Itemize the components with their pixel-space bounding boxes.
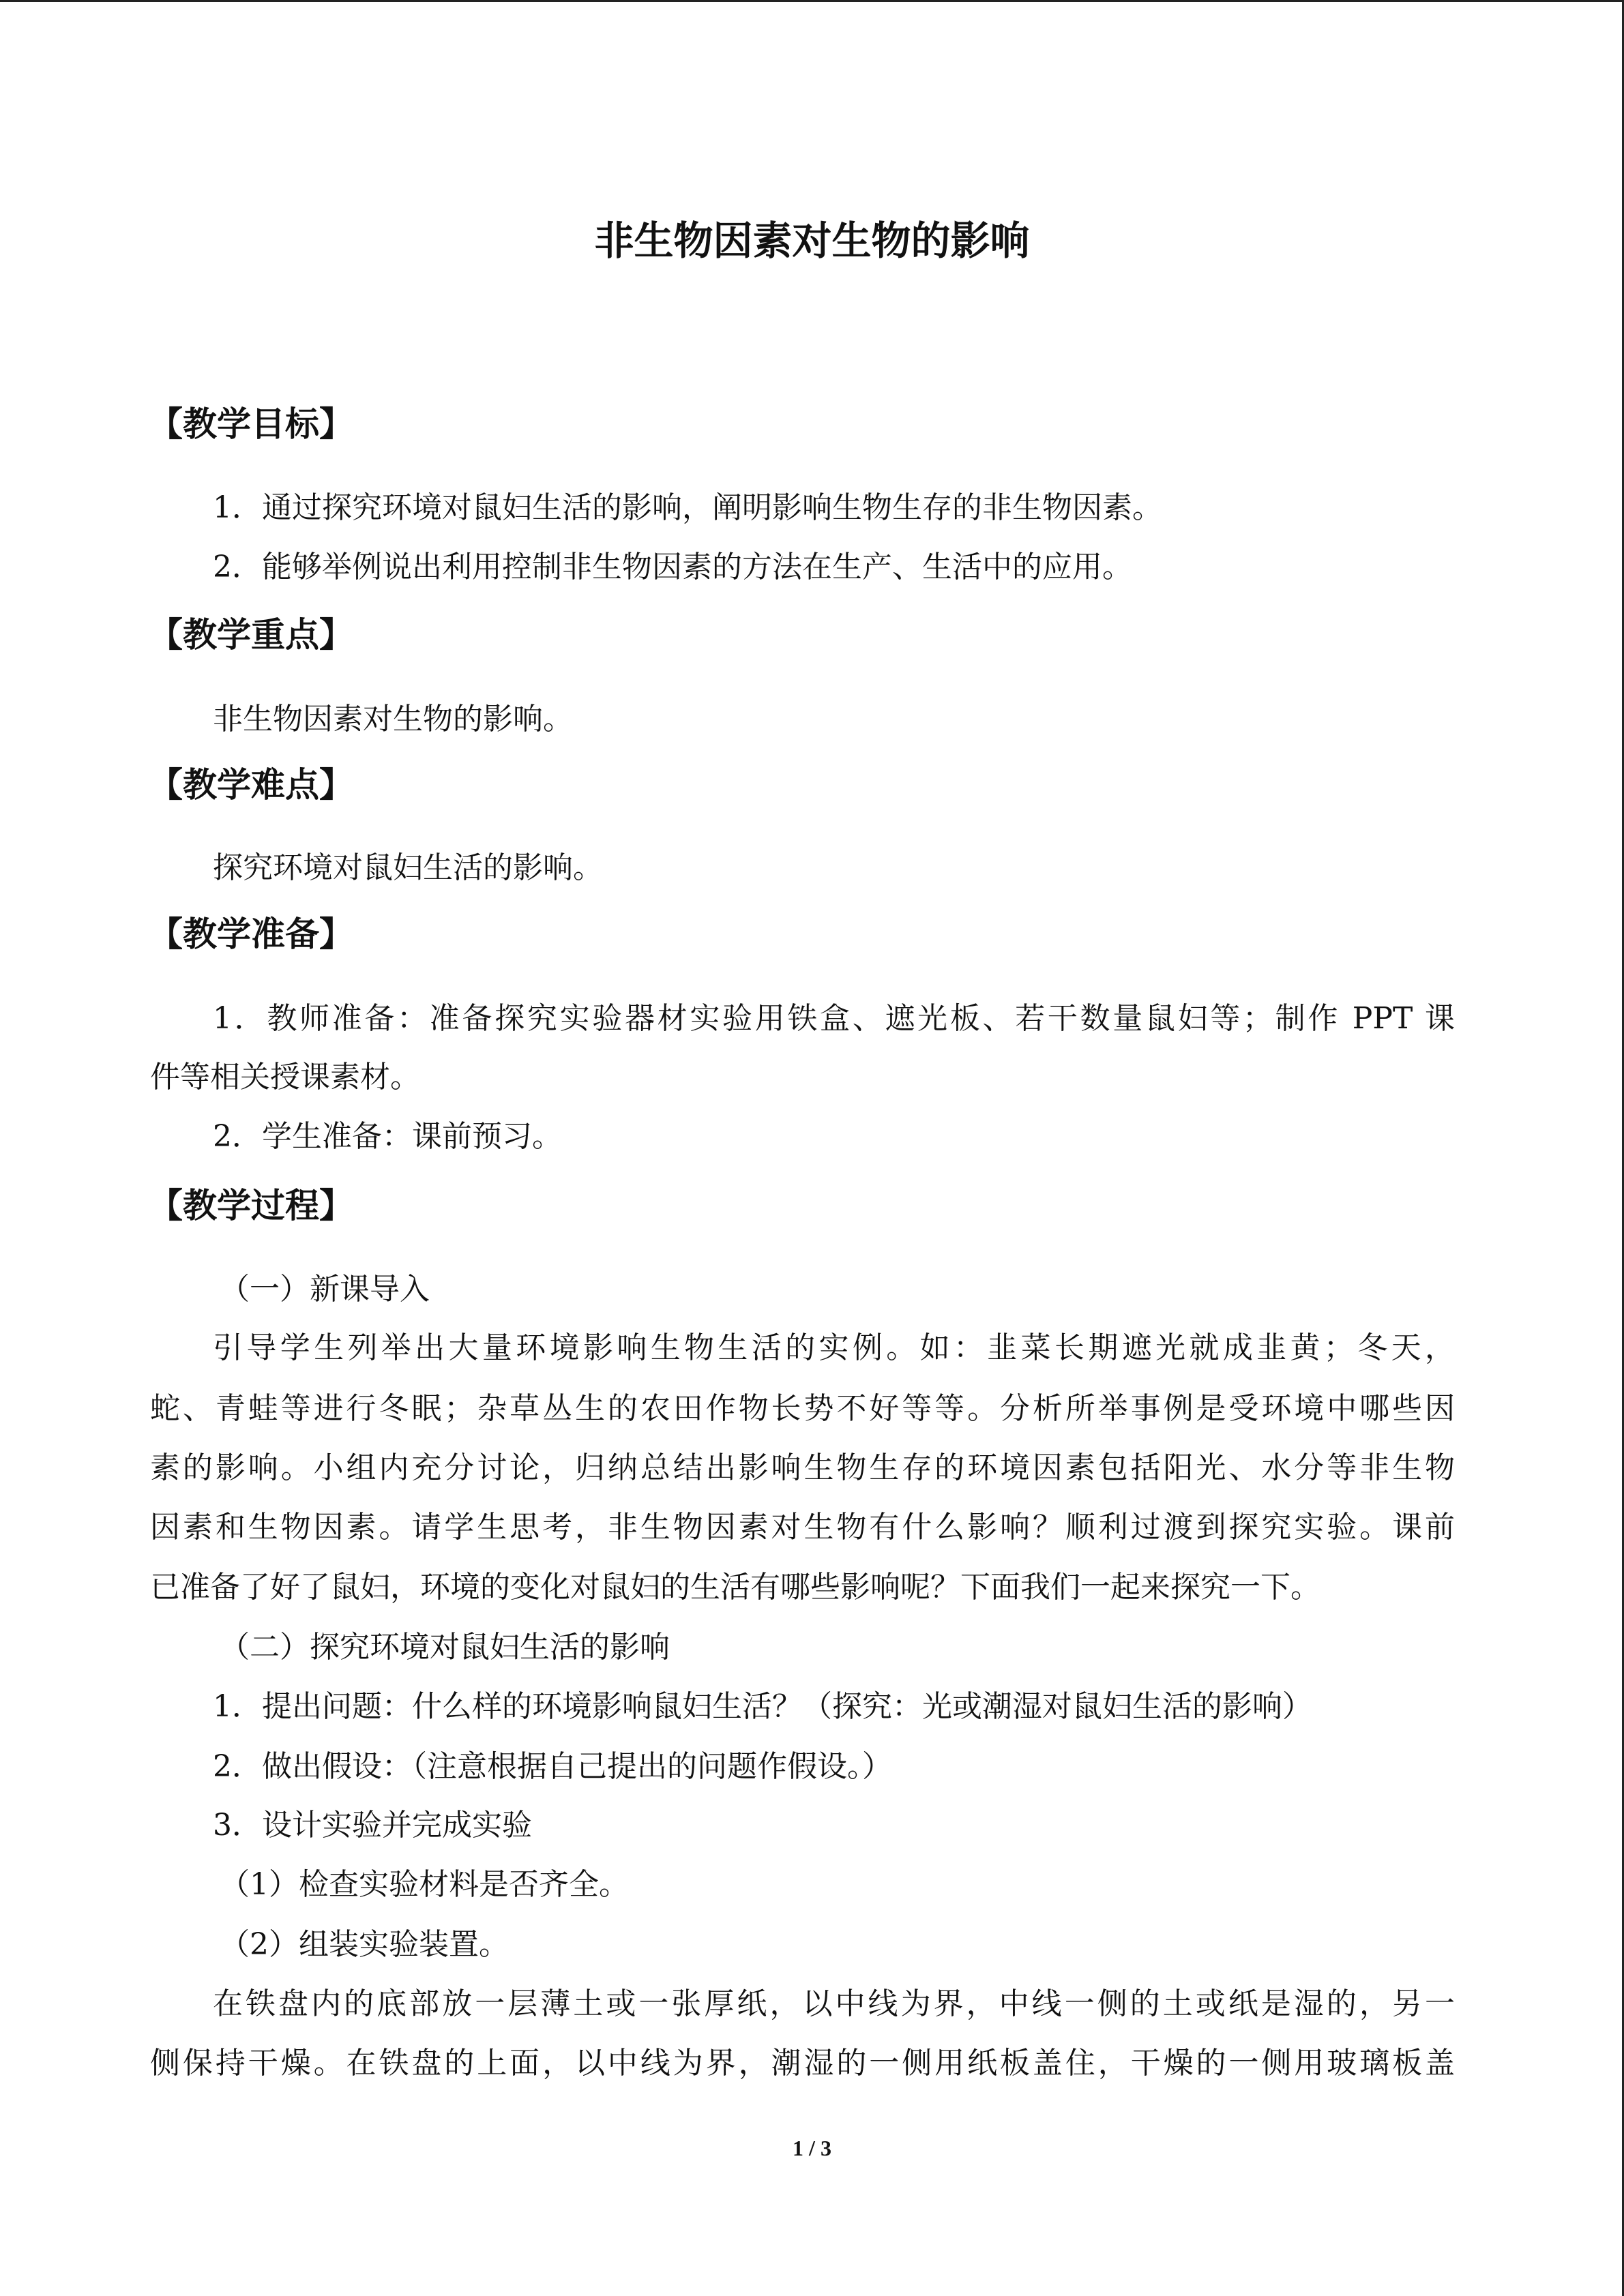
process-sub-step-2: （2）组装实验装置。 <box>220 1927 509 1962</box>
preparation-item-1-line-2: 件等相关授课素材。 <box>150 1060 420 1094</box>
process-part-1-title: （一）新课导入 <box>220 1272 430 1307</box>
heading-preparation: 【教学准备】 <box>149 914 353 954</box>
process-part-2-title: （二）探究环境对鼠妇生活的影响 <box>220 1630 670 1665</box>
process-step-3: 3．设计实验并完成实验 <box>213 1808 532 1843</box>
process-part-1-line-3: 素的影响。小组内充分讨论，归纳总结出影响生物生存的环境因素包括阳光、水分等非生物 <box>150 1450 1455 1485</box>
process-step-1: 1．提出问题：什么样的环境影响鼠妇生活？（探究：光或潮湿对鼠妇生活的影响） <box>213 1689 1312 1724</box>
preparation-item-1-line-1: 1．教师准备：准备探究实验器材实验用铁盒、遮光板、若干数量鼠妇等；制作 PPT 课 <box>213 1001 1455 1036</box>
heading-process: 【教学过程】 <box>149 1185 353 1225</box>
heading-difficulties: 【教学难点】 <box>149 764 353 805</box>
setup-line-2: 侧保持干燥。在铁盘的上面，以中线为界，潮湿的一侧用纸板盖住，干燥的一侧用玻璃板盖 <box>150 2046 1455 2081</box>
difficulties-text: 探究环境对鼠妇生活的影响。 <box>213 850 603 885</box>
process-part-1-line-1: 引导学生列举出大量环境影响生物生活的实例。如：韭菜长期遮光就成韭黄；冬天， <box>213 1330 1455 1365</box>
process-step-2: 2．做出假设：（注意根据自己提出的问题作假设。） <box>213 1749 892 1784</box>
page-number: 1 / 3 <box>793 2136 831 2160</box>
heading-objectives: 【教学目标】 <box>149 404 353 444</box>
heading-key-points: 【教学重点】 <box>149 614 353 655</box>
objective-item-1: 1．通过探究环境对鼠妇生活的影响，阐明影响生物生存的非生物因素。 <box>213 490 1162 525</box>
document-title: 非生物因素对生物的影响 <box>594 218 1030 264</box>
objective-item-2: 2．能够举例说出利用控制非生物因素的方法在生产、生活中的应用。 <box>213 550 1132 584</box>
process-part-1-line-5: 已准备了好了鼠妇，环境的变化对鼠妇的生活有哪些影响呢？下面我们一起来探究一下。 <box>150 1570 1320 1605</box>
process-part-1-line-2: 蛇、青蛙等进行冬眠；杂草丛生的农田作物长势不好等等。分析所举事例是受环境中哪些因 <box>150 1391 1455 1426</box>
preparation-item-2: 2．学生准备：课前预习。 <box>213 1119 562 1154</box>
process-sub-step-1: （1）检查实验材料是否齐全。 <box>220 1867 629 1902</box>
setup-line-1: 在铁盘内的底部放一层薄土或一张厚纸，以中线为界，中线一侧的土或纸是湿的，另一 <box>213 1986 1455 2021</box>
process-part-1-line-4: 因素和生物因素。请学生思考，非生物因素对生物有什么影响？顺利过渡到探究实验。课前 <box>150 1510 1455 1545</box>
key-points-text: 非生物因素对生物的影响。 <box>213 702 573 736</box>
